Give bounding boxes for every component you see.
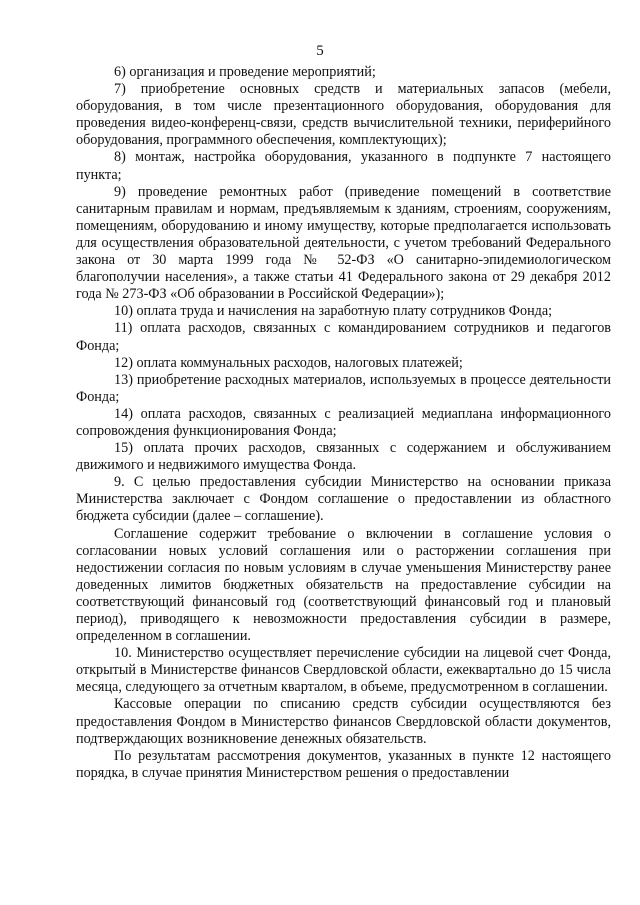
page-number: 5 xyxy=(316,43,324,59)
paragraph: 9. С целью предоставления субсидии Министерство на основании приказа Министерства заключает с Фондом соглашение о предоставлении из областного бюджета субсидии (далее – соглашение). xyxy=(76,474,611,525)
paragraph: 10) оплата труда и начисления на заработную плату сотрудников Фонда; xyxy=(114,303,553,320)
paragraph: 13) приобретение расходных материалов, используемых в процессе деятельности Фонда; xyxy=(76,371,611,405)
paragraph: 10. Министерство осуществляет перечисление субсидии на лицевой счет Фонда, открытый в Министерстве финансов Свердловской области, ежеквартально до 15 числа месяца, следующего за отчетным кварталом, в объеме, предусмотренном в соглашении. xyxy=(76,645,611,696)
paragraph: Соглашение содержит требование о включении в соглашение условия о согласовании новых условий соглашения или о расторжении соглашения при недостижении согласия по новым условиям в случае уменьшения Министерству ранее доведенных лимитов бюджетных обязательств на предоставление субсидии на соответствующий финансовый год (соответствующий финансовый год и плановый период), приводящего к невозможности предоставления субсидии в размере, определенном в соглашении. xyxy=(76,525,611,645)
paragraph: Кассовые операции по списанию средств субсидии осуществляются без предоставления Фондом в Министерство финансов Свердловской области документов, подтверждающих возникновение денежных обязательств. xyxy=(76,696,611,747)
paragraph: 9) проведение ремонтных работ (приведение помещений в соответствие санитарным правилам и нормам, предъявляемым к зданиям, строениям, сооружениям, помещениям, оборудованию и иному имуществу, которые предполагается использовать для осуществления образовательной деятельности, с учетом требований Федерального закона от 30 марта 1999 года № 52-ФЗ «О санитарно-эпидемиологическом благополучии населения», а также статьи 41 Федерального закона от 29 декабря 2012 года № 273-ФЗ «Об образовании в Российской Федерации»); xyxy=(76,183,611,303)
paragraph: 11) оплата расходов, связанных с командированием сотрудников и педагогов Фонда; xyxy=(76,320,611,354)
paragraph: 7) приобретение основных средств и материальных запасов (мебели, оборудования, в том числе презентационного оборудования, оборудования для проведения видео-конференц-связи, средств вычислительной техники, периферийного оборудования, программного обеспечения, комплектующих); xyxy=(76,81,611,149)
paragraph: 12) оплата коммунальных расходов, налоговых платежей; xyxy=(114,354,463,371)
paragraph: 8) монтаж, настройка оборудования, указанного в подпункте 7 настоящего пункта; xyxy=(76,149,611,183)
document-body xyxy=(76,64,611,782)
paragraph: 15) оплата прочих расходов, связанных с содержанием и обслуживанием движимого и недвижимого имущества Фонда. xyxy=(76,440,611,474)
paragraph: 6) организация и проведение мероприятий; xyxy=(114,64,376,80)
paragraph: По результатам рассмотрения документов, указанных в пункте 12 настоящего порядка, в случае принятия Министерством решения о предоставлении xyxy=(76,747,611,781)
paragraph: 14) оплата расходов, связанных с реализацией медиаплана информационного сопровождения функционирования Фонда; xyxy=(76,405,611,439)
